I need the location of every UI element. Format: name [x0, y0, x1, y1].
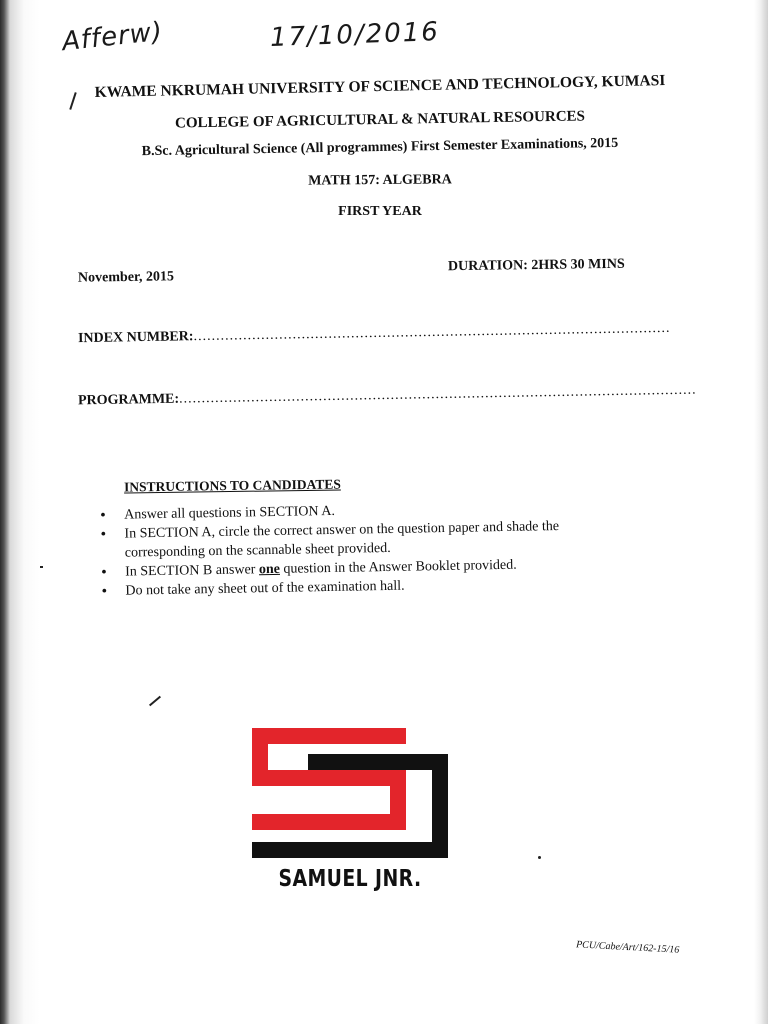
handwritten-date: 17/10/2016: [269, 17, 441, 53]
page-edge-shadow: [754, 0, 768, 1024]
instructions-list: [100, 497, 642, 601]
instruction-item: • In SECTION A, circle the correct answer on the question paper and shade the corresponding on the scannable sheet provided.: [100, 516, 641, 563]
logo-black-j: [252, 754, 448, 858]
stray-dot: [538, 856, 541, 859]
exam-duration: DURATION: 2HRS 30 MINS: [447, 256, 625, 275]
handwritten-signature: Afferw): [60, 16, 165, 58]
programme-label: PROGRAMME:: [77, 391, 180, 409]
index-number-label: INDEX NUMBER:: [77, 329, 194, 347]
instruction-text: In SECTION B answer: [125, 562, 260, 580]
instruction-text: question in the Answer Booklet provided.: [279, 557, 517, 577]
exam-date: November, 2015: [77, 269, 175, 286]
logo-red-s: [252, 728, 406, 830]
samuel-jnr-logo-icon: [252, 728, 448, 864]
index-number-blank[interactable]: ..........................................................................................................: [193, 320, 671, 345]
instruction-item: • Do not take any sheet out of the examination hall.: [101, 573, 641, 601]
programme-blank[interactable]: ...................................................................................................................: [178, 382, 697, 407]
stray-dot: [40, 566, 43, 568]
year-label: FIRST YEAR: [338, 204, 422, 219]
logo-text: SAMUEL JNR.: [278, 866, 422, 892]
course-title: MATH 157: ALGEBRA: [308, 172, 452, 189]
exam-title: B.Sc. Agricultural Science (All programmes) First Semester Examinations, 2015: [141, 135, 619, 160]
instructions-heading: INSTRUCTIONS TO CANDIDATES: [123, 476, 341, 495]
document-reference: PCU/Cabe/Art/162-15/16: [575, 939, 680, 956]
instruction-emphasis: one: [258, 561, 281, 578]
instruction-item: • Answer all questions in SECTION A.: [100, 497, 640, 525]
university-name: KWAME NKRUMAH UNIVERSITY OF SCIENCE AND TECHNOLOGY, KUMASI: [94, 72, 666, 101]
college-name: COLLEGE OF AGRICULTURAL & NATURAL RESOURCES: [174, 108, 586, 132]
